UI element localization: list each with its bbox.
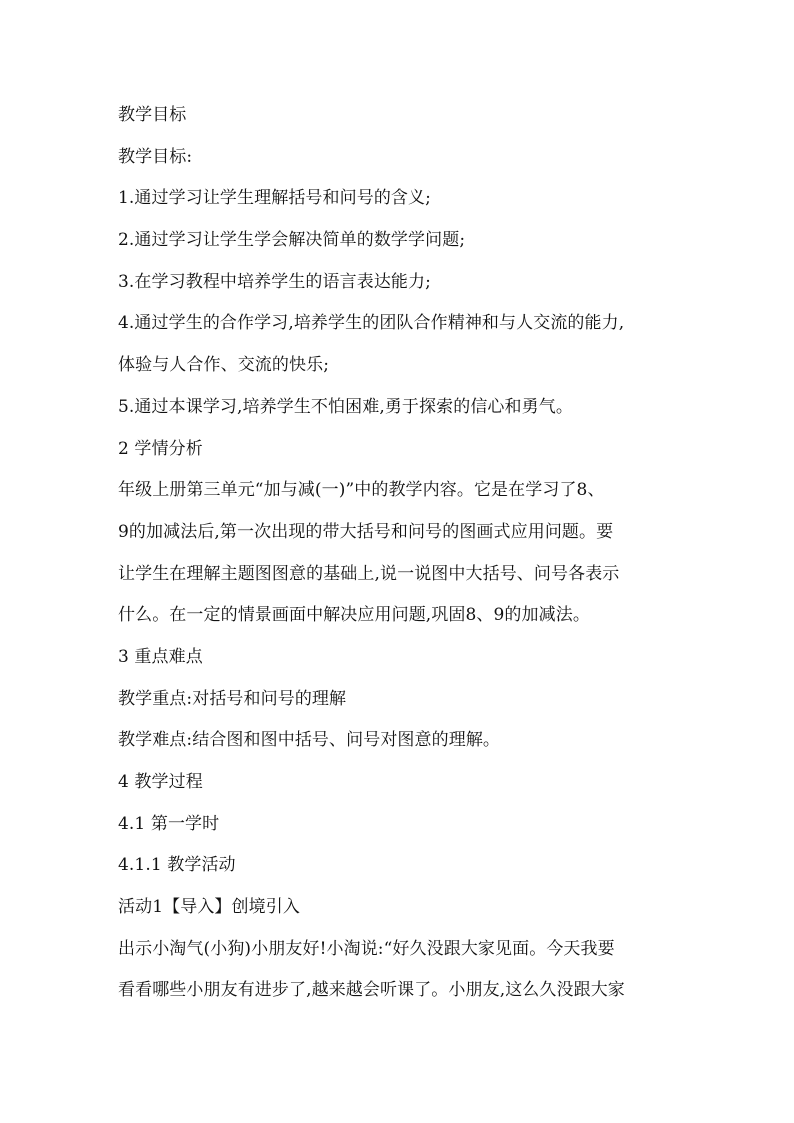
objective-item-2: 2.通过学习让学生学会解决简单的数学学问题; — [118, 230, 466, 251]
document-body — [118, 95, 688, 1012]
key-point-focus: 教学重点:对括号和问号的理解 — [118, 688, 347, 709]
section-heading-analysis: 2 学情分析 — [118, 438, 203, 459]
activity-1-heading: 活动1【导入】创境引入 — [118, 897, 300, 918]
analysis-paragraph-line-3: 让学生在理解主题图图意的基础上,说一说图中大括号、问号各表示 — [118, 563, 620, 584]
objective-item-1: 1.通过学习让学生理解括号和问号的含义; — [118, 188, 431, 209]
activity-1-paragraph-line-2: 看看哪些小朋友有进步了,越来越会听课了。小朋友,这么久没跟大家 — [118, 980, 625, 1001]
objective-item-4: 4.通过学生的合作学习,培养学生的团队合作精神和与人交流的能力, — [118, 313, 625, 334]
section-heading-objectives: 教学目标 — [118, 105, 187, 125]
analysis-paragraph-line-1: 年级上册第三单元“加与减(一)”中的教学内容。它是在学习了8、 — [118, 480, 605, 501]
objective-item-5: 5.通过本课学习,培养学生不怕困难,勇于探索的信心和勇气。 — [118, 396, 573, 417]
objective-item-4-continued: 体验与人合作、交流的快乐; — [118, 355, 330, 376]
objectives-label: 教学目标: — [118, 146, 193, 167]
objective-item-3: 3.在学习教程中培养学生的语言表达能力; — [118, 271, 431, 292]
analysis-paragraph-line-4: 什么。在一定的情景画面中解决应用问题,巩固8、9的加减法。 — [118, 605, 590, 626]
analysis-paragraph-line-2: 9的加减法后,第一次出现的带大括号和问号的图画式应用问题。要 — [118, 521, 614, 542]
subsection-heading-lesson-1: 4.1 第一学时 — [118, 813, 220, 834]
key-point-difficulty: 教学难点:结合图和图中括号、问号对图意的理解。 — [118, 730, 501, 751]
activity-1-paragraph-line-1: 出示小淘气(小狗)小朋友好!小淘说:“好久没跟大家见面。今天我要 — [118, 938, 615, 959]
section-heading-key-points: 3 重点难点 — [118, 646, 203, 667]
subsection-heading-activities: 4.1.1 教学活动 — [118, 855, 236, 876]
section-heading-process: 4 教学过程 — [118, 772, 203, 792]
